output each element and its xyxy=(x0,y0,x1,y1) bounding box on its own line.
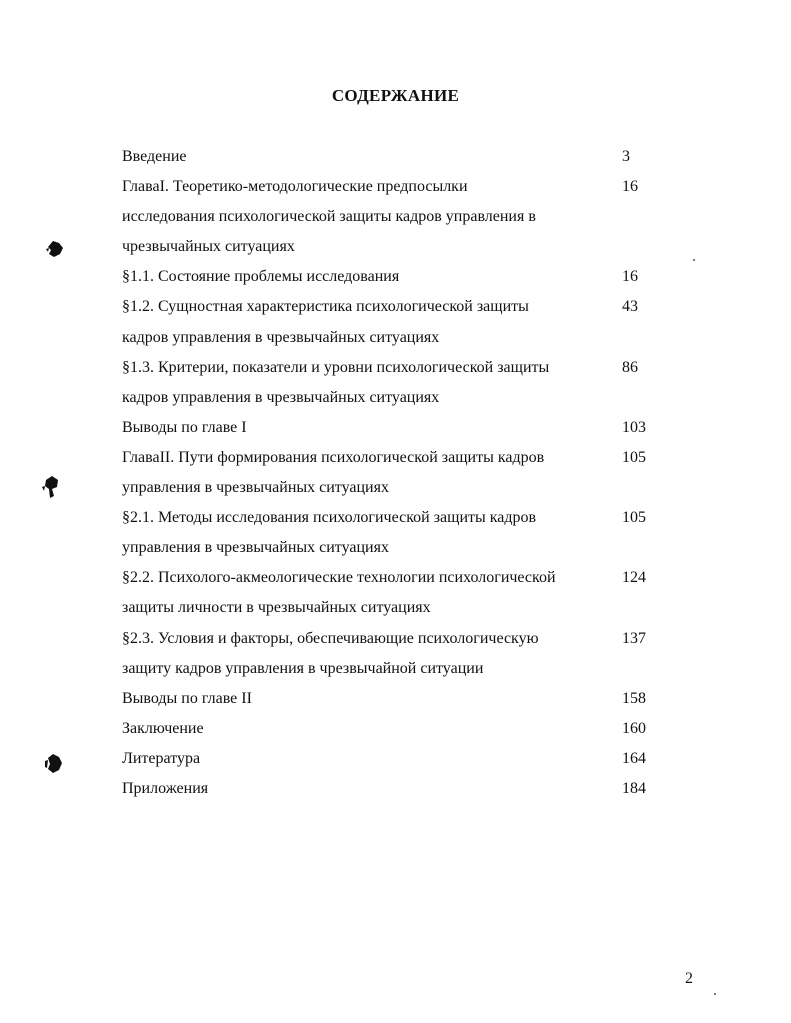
toc-entry-page: 103 xyxy=(622,418,646,436)
toc-entry-page: 137 xyxy=(622,629,646,647)
toc-entry-title: Заключение xyxy=(122,719,204,737)
toc-entry-conclusions-chapter-1 xyxy=(122,413,662,443)
toc-entry-page: 3 xyxy=(622,148,630,165)
table-of-contents xyxy=(122,142,662,804)
toc-entry-page: 158 xyxy=(622,689,646,707)
toc-entry-title: §1.3. Критерии, показатели и уровни психологической защиты кадров управления в чрезвычайных ситуациях xyxy=(122,358,550,406)
toc-entry-page: 164 xyxy=(622,749,646,767)
toc-entry-appendices xyxy=(122,774,662,804)
toc-entry-title: §1.1. Состояние проблемы исследования xyxy=(122,268,400,286)
toc-entry-title: §1.2. Сущностная характеристика психологической защиты кадров управления в чрезвычайных ситуациях xyxy=(122,298,529,346)
toc-entry-section-2-2 xyxy=(122,563,662,623)
toc-entry-page: 16 xyxy=(622,268,638,286)
toc-entry-title: §2.2. Психолого-акмеологические технологии психологической защиты личности в чрезвычайных ситуациях xyxy=(122,569,556,617)
toc-entry-page: 43 xyxy=(622,298,638,316)
toc-entry-title: ГлаваI. Теоретико-методологические предпосылки исследования психологической защиты кадров управления в чрезвычайных ситуациях xyxy=(122,178,536,256)
page-title: СОДЕРЖАНИЕ xyxy=(331,86,460,105)
toc-entry-section-2-1 xyxy=(122,503,662,563)
toc-entry-title: Приложения xyxy=(122,779,209,797)
toc-entry-page: 105 xyxy=(622,509,646,527)
toc-entry-title: §2.3. Условия и факторы, обеспечивающие психологическую защиту кадров управления в чрезвычайной ситуации xyxy=(122,629,539,677)
toc-entry-page: 86 xyxy=(622,358,638,376)
page-number: 2 xyxy=(685,970,693,987)
toc-entry-page: 124 xyxy=(622,569,646,587)
toc-entry-page: 16 xyxy=(622,178,638,196)
toc-entry-page: 184 xyxy=(622,779,646,797)
toc-entry-title: Литература xyxy=(122,749,201,767)
scan-speck xyxy=(714,993,716,995)
toc-entry-title: Введение xyxy=(122,148,187,165)
toc-entry-title: ГлаваII. Пути формирования психологической защиты кадров управления в чрезвычайных ситуациях xyxy=(122,448,545,497)
punch-hole-mark xyxy=(44,238,66,260)
toc-entry-literature xyxy=(122,744,662,774)
toc-entry-page: 105 xyxy=(622,448,646,466)
toc-entry-title: Выводы по главе I xyxy=(122,418,247,436)
toc-entry-section-2-3 xyxy=(122,624,662,684)
punch-hole-mark xyxy=(42,752,66,776)
toc-entry-section-1-1 xyxy=(122,262,662,292)
toc-entry-section-1-2 xyxy=(122,292,662,352)
toc-entry-section-1-3 xyxy=(122,353,662,413)
toc-entry-conclusions-chapter-2 xyxy=(122,684,662,714)
punch-hole-mark xyxy=(40,474,62,500)
toc-entry-title: Выводы по главе II xyxy=(122,689,252,707)
toc-entry-chapter-2 xyxy=(122,443,662,503)
scan-speck xyxy=(693,259,695,261)
toc-entry-title: §2.1. Методы исследования психологической защиты кадров управления в чрезвычайных ситуациях xyxy=(122,509,537,557)
toc-entry-conclusion xyxy=(122,714,662,744)
toc-entry-page: 160 xyxy=(622,719,646,737)
toc-entry-chapter-1 xyxy=(122,172,662,262)
toc-entry-introduction xyxy=(122,142,662,172)
